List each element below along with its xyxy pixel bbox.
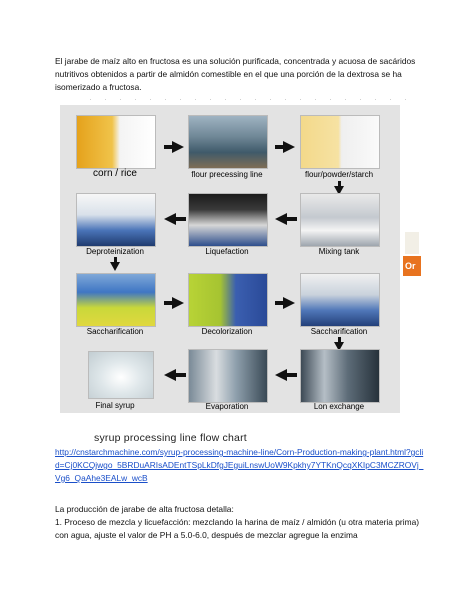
arrow-right-icon (283, 297, 295, 309)
final-syrup-photo (88, 351, 154, 399)
step-label: Mixing tank (318, 247, 360, 256)
step-label: flour precessing line (191, 170, 263, 179)
side-badge (403, 232, 421, 276)
step-label: Liquefaction (205, 247, 249, 256)
decolorization-photo (188, 273, 268, 327)
arrow-right-icon (283, 141, 295, 153)
flour-line-photo (188, 115, 268, 169)
liquefaction-photo (188, 193, 268, 247)
saccharification-photo (76, 273, 156, 327)
step-label: Lon exchange (313, 402, 365, 411)
side-image (405, 232, 419, 254)
arrow-shaft (287, 217, 297, 221)
arrow-left-icon (164, 369, 176, 381)
intro-paragraph: El jarabe de maíz alto en fructosa es una solución purificada, concentrada y acuosa de sacáridos nutritivos obtenidos a partir de almidón comestible en el que una porción de la dextrosa se ha isomerizado a fructosa. (55, 56, 416, 92)
step-label: Deproteinization (86, 247, 144, 256)
arrow-shaft (176, 217, 186, 221)
arrow-left-icon (275, 213, 287, 225)
side-badge-label: Or (403, 256, 421, 276)
section-heading: La producción de jarabe de alta fructosa detalla: (55, 504, 234, 514)
ion-exchange-photo (300, 349, 380, 403)
arrow-right-icon (172, 297, 184, 309)
deproteinization-photo (76, 193, 156, 247)
flour-starch-photo (300, 115, 380, 169)
flow-chart-figure (60, 105, 400, 413)
step-label: Evaporation (205, 402, 249, 411)
arrow-down-icon (110, 262, 120, 271)
corn-rice-photo (76, 115, 156, 169)
step-label: corn / rice (93, 168, 137, 179)
step-label: Saccharification (86, 327, 144, 336)
faint-text-line (90, 98, 410, 101)
arrow-right-icon (172, 141, 184, 153)
arrow-left-icon (275, 369, 287, 381)
step-label: flour/powder/starch (304, 170, 374, 179)
step-1-paragraph: 1. Proceso de mezcla y licuefacción: mezclando la harina de maíz / almidón (u otra materia prima) con agua, ajuste el valor de PH a 5.0-6.0, después de mezclar agregue la enzima (55, 517, 420, 540)
arrow-shaft (287, 373, 297, 377)
source-link[interactable]: http://cnstarchmachine.com/syrup-processing-machine-line/Corn-Production-making-plant.html?gclid=Cj0KCQjwgo_5BRDuARIsADEntTSpLkDfgJEguiLnswUoW9Kpkhy7YTKnQcqXKIpC3MCZROVj_Vg6_QaAhe3EALw_wcB (55, 447, 424, 483)
step-label: Decolorization (201, 327, 253, 336)
saccharification-photo-2 (300, 273, 380, 327)
arrow-shaft (176, 373, 186, 377)
evaporation-photo (188, 349, 268, 403)
mixing-tank-photo (300, 193, 380, 247)
step-label: Final syrup (95, 401, 135, 410)
arrow-left-icon (164, 213, 176, 225)
step-label: Saccharification (310, 327, 368, 336)
figure-caption: syrup processing line flow chart (94, 432, 247, 444)
